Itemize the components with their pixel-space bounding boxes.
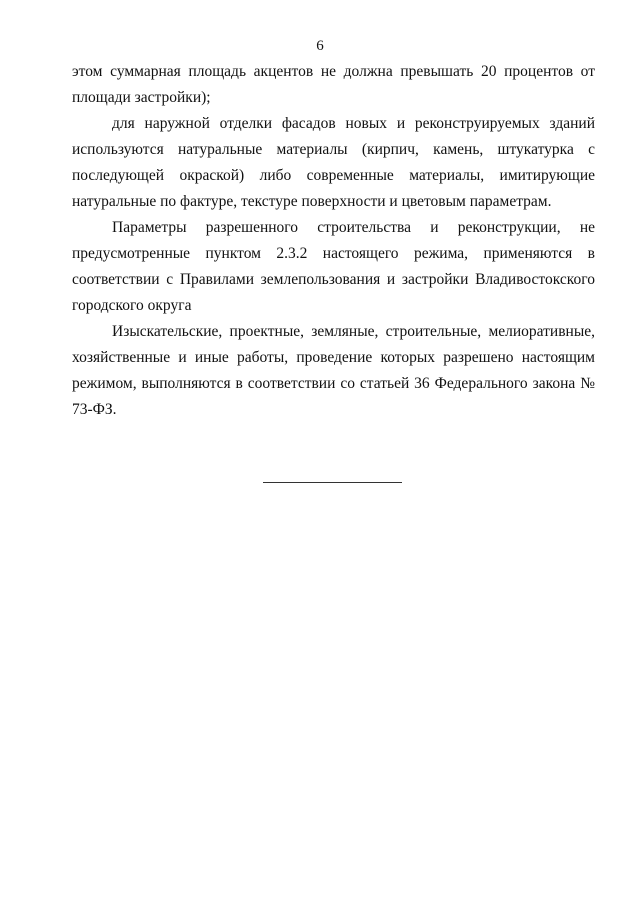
paragraph-accent-area-continuation: этом суммарная площадь акцентов не должна превышать 20 процентов от площади застройки); xyxy=(72,63,595,106)
paragraph-construction-parameters: Параметры разрешенного строительства и реконструкции, не предусмотренные пунктом 2.3.2 настоящего режима, применяются в соответствии с Правилами землепользования и застройки Владивостокского городского округа xyxy=(72,219,595,314)
end-divider-line xyxy=(263,482,402,483)
document-body xyxy=(72,59,595,423)
paragraph-permitted-works: Изыскательские, проектные, земляные, строительные, мелиоративные, хозяйственные и иные работы, проведение которых разрешено настоящим режимом, выполняются в соответствии со статьей 36 Федерального закона № 73-ФЗ. xyxy=(72,323,595,418)
page-number: 6 xyxy=(316,38,324,54)
paragraph-facade-materials: для наружной отделки фасадов новых и реконструируемых зданий используются натуральные материалы (кирпич, камень, штукатурка с последующей окраской) либо современные материалы, имитирующие натуральные по фактуре, текстуре поверхности и цветовым параметрам. xyxy=(72,115,595,210)
